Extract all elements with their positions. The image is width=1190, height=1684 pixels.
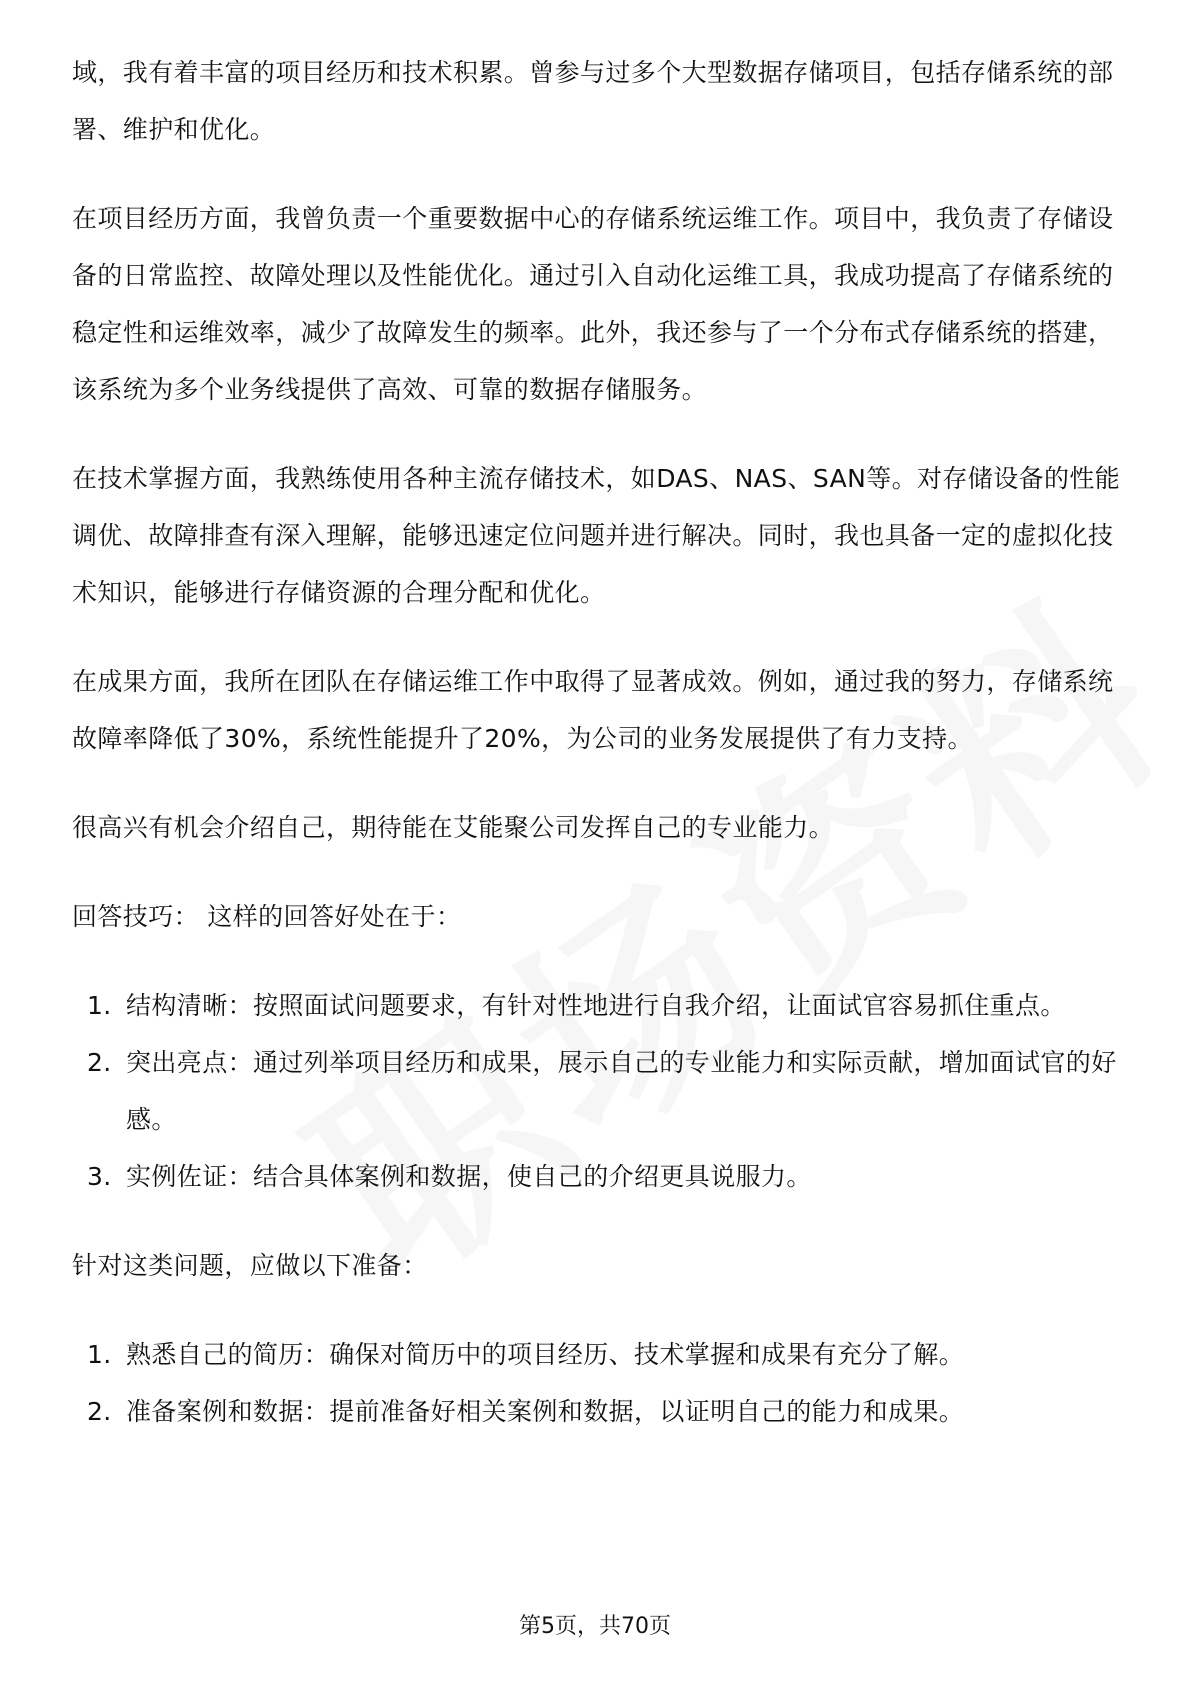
list-item (72, 977, 1122, 1034)
answer-tips-list (72, 977, 1122, 1205)
paragraph-technical-skills: 在技术掌握方面，我熟练使用各种主流存储技术，如DAS、NAS、SAN等。对存储设备的性能调优、故障排查有深入理解，能够迅速定位问题并进行解决。同时，我也具备一定的虚拟化技术知识，能够进行存储资源的合理分配和优化。 (72, 464, 1121, 607)
paragraph-project-experience: 在项目经历方面，我曾负责一个重要数据中心的存储系统运维工作。项目中，我负责了存储设备的日常监控、故障处理以及性能优化。通过引入自动化运维工具，我成功提高了存储系统的稳定性和运维效率，减少了故障发生的频率。此外，我还参与了一个分布式存储系统的搭建，该系统为多个业务线提供了高效、可靠的数据存储服务。 (72, 204, 1114, 404)
list-item (72, 1383, 1122, 1440)
list-item-text: 准备案例和数据：提前准备好相关案例和数据，以证明自己的能力和成果。 (126, 1397, 965, 1426)
paragraph-achievements: 在成果方面，我所在团队在存储运维工作中取得了显著成效。例如，通过我的努力，存储系统故障率降低了30%，系统性能提升了20%，为公司的业务发展提供了有力支持。 (72, 667, 1114, 753)
page-number-footer: 第5页，共70页 (519, 1614, 671, 1639)
paragraph-closing: 很高兴有机会介绍自己，期待能在艾能聚公司发挥自己的专业能力。 (72, 813, 835, 842)
list-item (72, 1326, 1122, 1383)
list-item-number: 3. (87, 1162, 112, 1191)
answer-tips-heading: 回答技巧： 这样的回答好处在于： (72, 902, 462, 931)
list-item-number: 1. (87, 1340, 112, 1369)
list-item-text: 结构清晰：按照面试问题要求，有针对性地进行自我介绍，让面试官容易抓住重点。 (126, 991, 1066, 1020)
list-item-number: 1. (87, 991, 112, 1020)
list-item (72, 1034, 1122, 1148)
paragraph-intro-continued: 域，我有着丰富的项目经历和技术积累。曾参与过多个大型数据存储项目，包括存储系统的部署、维护和优化。 (72, 58, 1114, 144)
preparation-heading: 针对这类问题，应做以下准备： (72, 1251, 428, 1280)
list-item-text: 实例佐证：结合具体案例和数据，使自己的介绍更具说服力。 (126, 1162, 812, 1191)
list-item-text: 突出亮点：通过列举项目经历和成果，展示自己的专业能力和实际贡献，增加面试官的好感。 (126, 1048, 1117, 1134)
list-item-number: 2. (87, 1397, 112, 1426)
list-item-text: 熟悉自己的简历：确保对简历中的项目经历、技术掌握和成果有充分了解。 (126, 1340, 965, 1369)
list-item (72, 1148, 1122, 1205)
page-content (72, 44, 1122, 1472)
preparation-list (72, 1326, 1122, 1440)
list-item-number: 2. (87, 1048, 112, 1077)
